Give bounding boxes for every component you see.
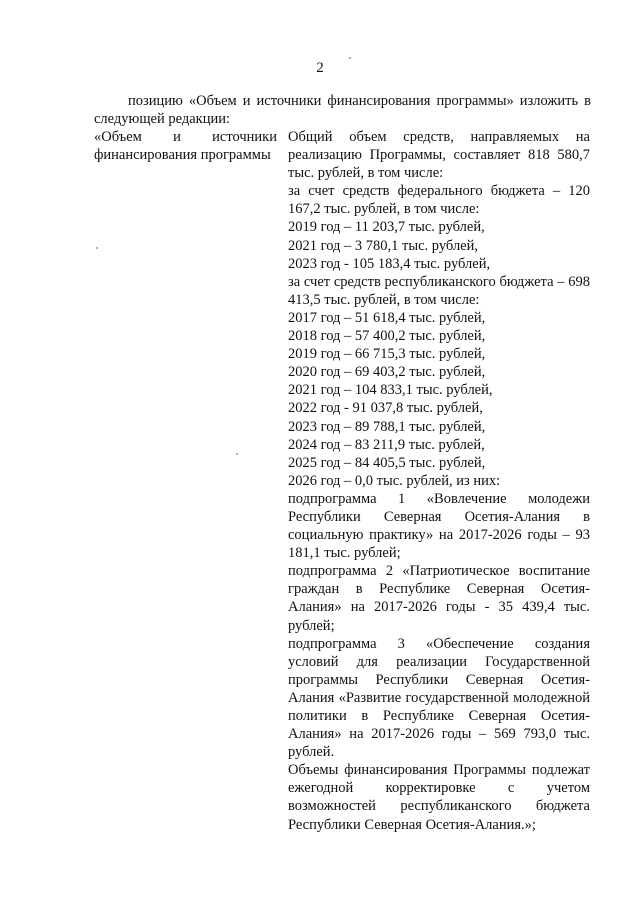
field-label-line-2: финансирования программы — [94, 147, 271, 163]
republic-year-line: 2020 год – 69 403,2 тыс. рублей, — [288, 364, 486, 381]
field-label-word-3: источники — [212, 129, 277, 145]
total-funding-paragraph: Общий объем средств, направляемых на реализацию Программы, составляет 818 580,7 тыс. рублей, в том числе: — [288, 129, 590, 182]
federal-budget-paragraph: за счет средств федерального бюджета – 120 167,2 тыс. рублей, в том числе: — [288, 183, 590, 218]
federal-year-line: 2023 год - 105 183,4 тыс. рублей, — [288, 255, 491, 272]
closing-paragraph: Объемы финансирования Программы подлежат ежегодной корректировке с учетом возможностей республиканского бюджета Республики Северная Осетия-Алания.»; — [288, 762, 590, 833]
republic-year-line: 2025 год – 84 405,5 тыс. рублей, — [288, 454, 486, 471]
page-number: 2 — [316, 60, 324, 76]
subprogram-3-paragraph: подпрограмма 3 «Обеспечение создания условий для реализации Государственной программы Республики Северная Осетия-Алания «Развитие государственной молодежной политики в Республике Северная Осетия-Алания» на 2017-2026 годы – 569 793,0 тыс. рублей. — [288, 635, 590, 761]
scan-speck — [236, 453, 238, 455]
republic-year-line: 2026 год – 0,0 тыс. рублей, из них: — [288, 472, 501, 489]
republic-year-line: 2019 год – 66 715,3 тыс. рублей, — [288, 346, 486, 363]
intro-paragraph: позицию «Объем и источники финансирования программы» изложить в следующей редакции: — [94, 93, 591, 127]
republic-year-line: 2018 год – 57 400,2 тыс. рублей, — [288, 328, 486, 345]
republic-year-line: 2017 год – 51 618,4 тыс. рублей, — [288, 309, 486, 326]
republic-budget-paragraph: за счет средств республиканского бюджета – 698 413,5 тыс. рублей, в том числе: — [288, 273, 590, 308]
republic-year-line: 2023 год – 89 788,1 тыс. рублей, — [288, 418, 486, 435]
field-label-column — [94, 128, 277, 164]
scan-speck — [349, 57, 351, 59]
federal-year-line: 2021 год – 3 780,1 тыс. рублей, — [288, 237, 479, 254]
scan-speck — [96, 247, 98, 249]
field-label-line-1 — [94, 128, 277, 146]
republic-year-line: 2024 год – 83 211,9 тыс. рублей, — [288, 436, 485, 453]
federal-year-line: 2019 год – 11 203,7 тыс. рублей, — [288, 219, 485, 236]
republic-year-line: 2021 год – 104 833,1 тыс. рублей, — [288, 382, 493, 399]
field-label-word-2: и — [173, 129, 181, 145]
republic-year-line: 2022 год - 91 037,8 тыс. рублей, — [288, 400, 483, 417]
subprogram-2-paragraph: подпрограмма 2 «Патриотическое воспитание граждан в Республике Северная Осетия-Алания» на 2017-2026 годы - 35 439,4 тыс. рублей; — [288, 563, 590, 634]
subprogram-1-paragraph: подпрограмма 1 «Вовлечение молодежи Республики Северная Осетия-Алания в социальную практику» на 2017-2026 годы – 93 181,1 тыс. рублей; — [288, 490, 590, 562]
field-label-word-1: «Объем — [94, 129, 142, 145]
field-value-column — [288, 128, 590, 834]
